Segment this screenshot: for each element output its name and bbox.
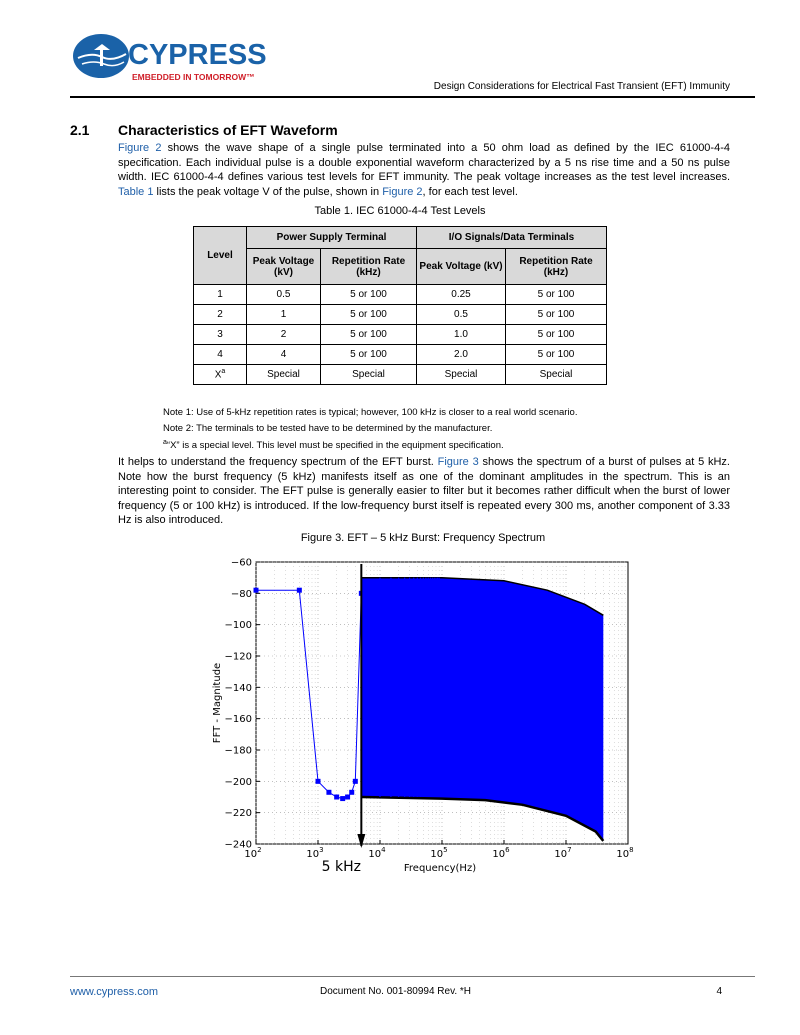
table-note-2: Note 2: The terminals to be tested have to be determined by the manufacturer. (163, 423, 493, 434)
data-point (353, 779, 358, 784)
intro-paragraph (118, 141, 730, 199)
data-point (297, 588, 302, 593)
level-header: Level (194, 227, 247, 285)
table-cell: 2 (247, 325, 321, 345)
x-axis-label: Frequency(Hz) (403, 863, 477, 874)
header-divider (70, 96, 755, 98)
table-cell: 5 or 100 (506, 345, 607, 365)
y-tick-label: −220 (224, 808, 252, 820)
data-point (326, 790, 331, 795)
y-tick-label: −240 (224, 839, 252, 851)
annotation-label: 5 kHz (321, 859, 362, 875)
y-axis-label: FFT - Magnitude (212, 662, 223, 744)
x-tick-label: $10^8$ (616, 846, 634, 860)
frequency-spectrum-chart (200, 548, 650, 888)
data-point (316, 779, 321, 784)
y-tick-label: −120 (224, 651, 252, 663)
section-title: Characteristics of EFT Waveform (118, 122, 338, 138)
col-rep-rate-2: Repetition Rate (kHz) (506, 249, 607, 285)
table-cell: $X^a$ (194, 365, 247, 385)
table-cell: 5 or 100 (506, 305, 607, 325)
table-row (194, 325, 607, 345)
data-point (254, 588, 259, 593)
intro-text-2: lists the peak voltage V of the pulse, shown in (153, 185, 383, 198)
table-cell: 5 or 100 (506, 325, 607, 345)
io-signals-header: I/O Signals/Data Terminals (417, 227, 607, 249)
table-cell: 0.25 (417, 285, 506, 305)
y-tick-label: −100 (224, 620, 252, 632)
data-point (345, 795, 350, 800)
table-cell: 5 or 100 (506, 285, 607, 305)
x-tick-label: $10^3$ (306, 846, 324, 860)
data-point (349, 790, 354, 795)
section-number: 2.1 (70, 122, 90, 138)
spectrum-paragraph (118, 455, 730, 528)
table-cell: Special (247, 365, 321, 385)
table-cell: 4 (194, 345, 247, 365)
table-cell: 5 or 100 (321, 345, 417, 365)
table-cell: 0.5 (247, 285, 321, 305)
figure-caption: Figure 3. EFT – 5 kHz Burst: Frequency Spectrum (300, 532, 546, 544)
footer-divider (70, 976, 755, 977)
table-cell: 2 (194, 305, 247, 325)
table-cell: Special (321, 365, 417, 385)
y-tick-label: −60 (230, 557, 252, 569)
y-tick-label: −160 (224, 714, 252, 726)
col-rep-rate-1: Repetition Rate (kHz) (321, 249, 417, 285)
x-tick-label: $10^7$ (554, 846, 572, 860)
table-note-3: $^a$“X” is a special level. This level must be specified in the equipment specification. (163, 439, 504, 452)
intro-text-1: shows the wave shape of a single pulse terminated into a 50 ohm load as defined by the IEC 61000-4-4 specification. Each individual pulse is a double exponential waveform characterized by a 5 ns rise time and a 50 ns pulse width. IEC 61000-4-4 defines various test levels for EFT immunity. The peak voltage increases as the test level increases. (118, 142, 730, 183)
spectrum-text-1: It helps to understand the frequency spectrum of the EFT burst. (118, 456, 438, 468)
y-tick-label: −140 (224, 682, 252, 694)
y-tick-label: −180 (224, 745, 252, 757)
document-number: Document No. 001-80994 Rev. *H (320, 986, 472, 997)
table-cell: 1.0 (417, 325, 506, 345)
table-1-link[interactable]: Table 1 (118, 185, 154, 198)
power-supply-header: Power Supply Terminal (247, 227, 417, 249)
test-levels-table (193, 226, 607, 385)
x-tick-label: $10^2$ (244, 846, 262, 860)
cypress-logo (72, 30, 272, 90)
table-cell: 1 (247, 305, 321, 325)
document-title: Design Considerations for Electrical Fast Transient (EFT) Immunity (433, 81, 730, 92)
data-point (340, 796, 345, 801)
x-tick-label: $10^5$ (430, 846, 448, 860)
col-peak-voltage-1: Peak Voltage (kV) (247, 249, 321, 285)
table-cell: 3 (194, 325, 247, 345)
table-row (194, 285, 607, 305)
table-cell: Special (417, 365, 506, 385)
page-number: 4 (716, 986, 722, 997)
table-cell: 0.5 (417, 305, 506, 325)
col-peak-voltage-2: Peak Voltage (kV) (417, 249, 506, 285)
table-cell: 5 or 100 (321, 305, 417, 325)
footer-url-link[interactable]: www.cypress.com (70, 986, 159, 998)
table-cell: 5 or 100 (321, 285, 417, 305)
y-tick-label: −200 (224, 776, 252, 788)
intro-text-3: , for each test level. (422, 185, 518, 198)
table-row (194, 365, 607, 385)
table-cell: 2.0 (417, 345, 506, 365)
x-tick-label: $10^6$ (492, 846, 510, 860)
logo-tagline: EMBEDDED IN TOMORROW™ (132, 72, 255, 82)
figure-2-link-2[interactable]: Figure 2 (382, 185, 423, 198)
table-row (194, 345, 607, 365)
table-caption: Table 1. IEC 61000-4-4 Test Levels (314, 205, 486, 217)
data-point (334, 795, 339, 800)
table-cell: 1 (194, 285, 247, 305)
logo-wordmark: CYPRESS (128, 39, 267, 71)
chart-svg (200, 548, 650, 888)
figure-2-link[interactable]: Figure 2 (118, 142, 162, 154)
y-tick-label: −80 (230, 588, 252, 600)
table-cell: Special (506, 365, 607, 385)
x-tick-label: $10^4$ (368, 846, 386, 860)
figure-3-link[interactable]: Figure 3 (437, 456, 479, 468)
spectrum-text-2: shows the spectrum of a burst of pulses at 5 kHz. Note how the burst frequency (5 kHz) manifests itself as one of the dominant amplitudes in the spectrum. This is an interesting point to consider. The EFT pulse is generally easier to filter but it becomes rather difficult when the burst of lower frequency (5 or 100 kHz) is introduced. If the low-frequency burst itself is repeated every 300 ms, another component of 3.33 Hz is also introduced. (118, 456, 730, 526)
table-row (194, 305, 607, 325)
table-cell: 4 (247, 345, 321, 365)
table-note-1: Note 1: Use of 5-kHz repetition rates is typical; however, 100 kHz is closer to a real world scenario. (163, 407, 578, 418)
table-cell: 5 or 100 (321, 325, 417, 345)
